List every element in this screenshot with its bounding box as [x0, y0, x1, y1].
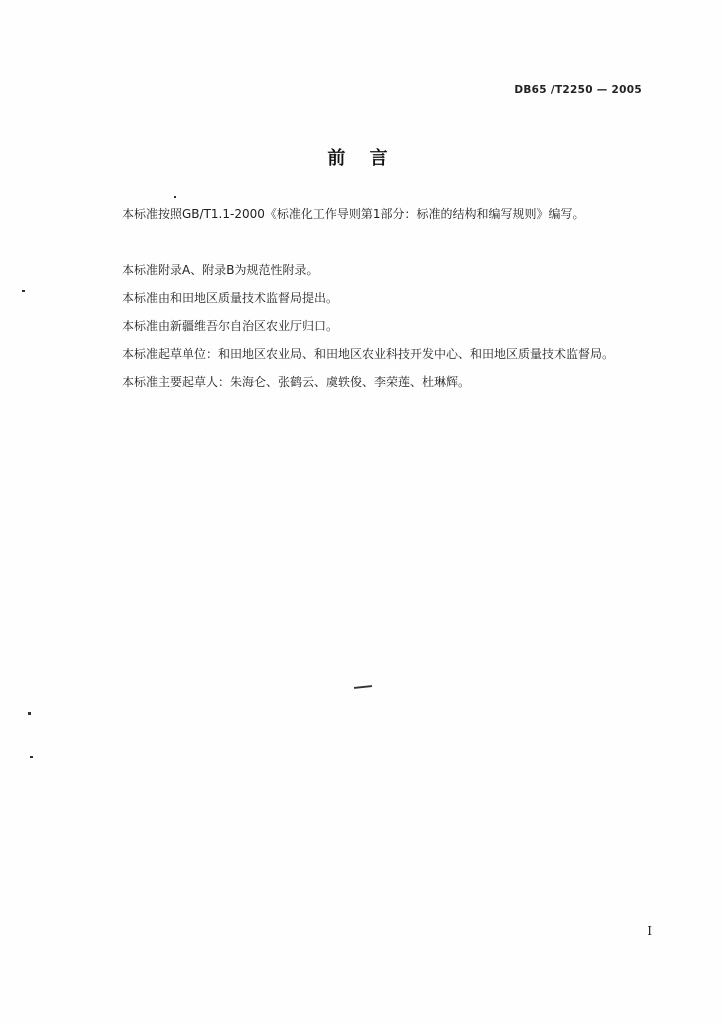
- scan-speck: [354, 685, 372, 689]
- standard-code: DB65 /T2250 — 2005: [514, 84, 642, 96]
- paragraph-proposer: 本标准由和田地区质量技术监督局提出。: [122, 291, 339, 305]
- paragraph-administrator: 本标准由新疆维吾尔自治区农业厅归口。: [122, 319, 339, 333]
- paragraph-drafting-basis: 本标准按照GB/T1.1-2000《标准化工作导则第1部分：标准的结构和编写规则》编写。: [122, 207, 585, 221]
- paragraph-appendices: 本标准附录A、附录B为规范性附录。: [122, 263, 319, 277]
- scan-speck: [30, 756, 33, 758]
- paragraph-drafters: 本标准主要起草人：朱海仑、张鹤云、虞轶俊、李荣莲、杜琳辉。: [122, 375, 471, 389]
- page-title: 前 言: [327, 148, 397, 169]
- page-number: I: [647, 924, 652, 938]
- paragraph-drafting-units: 本标准起草单位：和田地区农业局、和田地区农业科技开发中心、和田地区质量技术监督局。: [122, 347, 615, 361]
- scan-speck: [28, 712, 31, 715]
- scan-speck: [22, 290, 25, 292]
- scan-speck: [174, 196, 176, 198]
